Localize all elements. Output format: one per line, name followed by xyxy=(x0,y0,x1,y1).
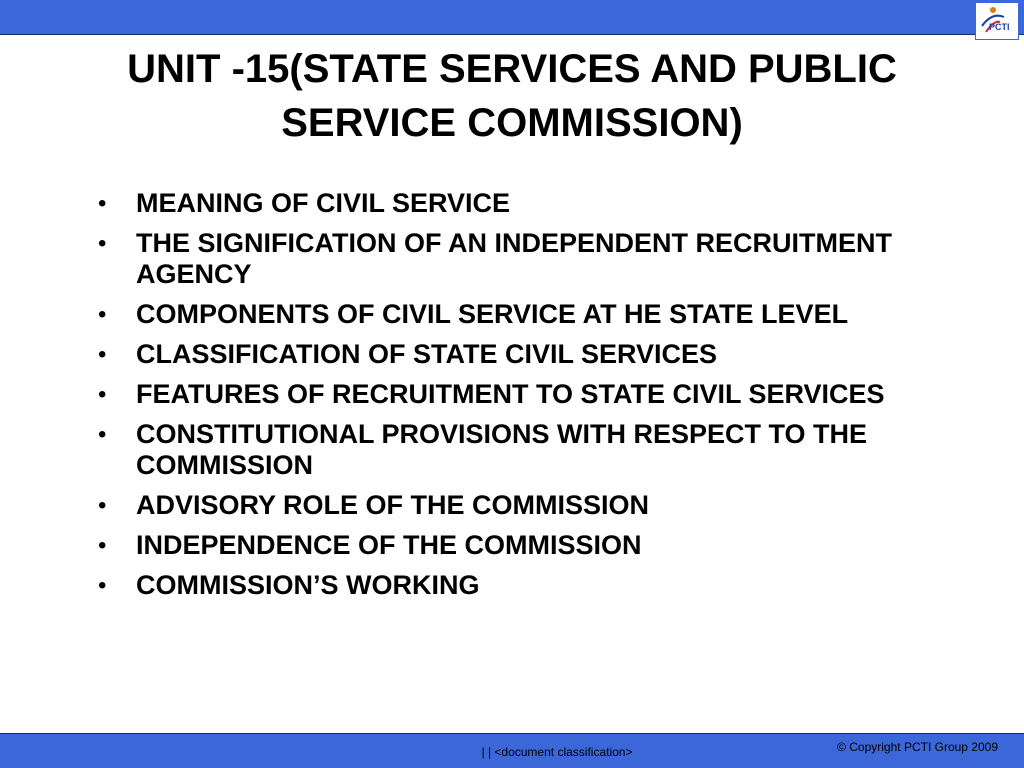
bullet-item xyxy=(98,530,948,561)
bullet-point-icon: • xyxy=(98,230,107,257)
bullet-list xyxy=(98,188,948,610)
pcti-logo xyxy=(975,2,1019,40)
bullet-item xyxy=(98,570,948,601)
bullet-item xyxy=(98,339,948,370)
header-bar xyxy=(0,0,1024,35)
bullet-item xyxy=(98,379,948,410)
bullet-item xyxy=(98,490,948,521)
document-classification-text: | | <document classification> xyxy=(481,745,633,759)
bullet-text: COMMISSION’S WORKING xyxy=(136,570,480,600)
copyright-notice: © Copyright PCTI Group 2009 xyxy=(837,740,998,754)
bullet-item xyxy=(98,299,948,330)
bullet-point-icon: • xyxy=(98,492,107,519)
bullet-text: MEANING OF CIVIL SERVICE xyxy=(136,188,511,218)
bullet-point-icon: • xyxy=(98,532,107,559)
pcti-logo-icon xyxy=(978,4,1018,38)
bullet-text: CONSTITUTIONAL PROVISIONS WITH RESPECT TO THE COMMISSION xyxy=(136,419,868,480)
bullet-text: COMPONENTS OF CIVIL SERVICE AT HE STATE LEVEL xyxy=(136,299,849,329)
bullet-point-icon: • xyxy=(98,341,107,368)
bullet-text: CLASSIFICATION OF STATE CIVIL SERVICES xyxy=(136,339,718,369)
bullet-item xyxy=(98,188,948,219)
slide-title: UNIT -15(STATE SERVICES AND PUBLIC SERVICE COMMISSION) xyxy=(127,47,897,145)
bullet-text: FEATURES OF RECRUITMENT TO STATE CIVIL SERVICES xyxy=(136,379,885,409)
bullet-item xyxy=(98,228,948,290)
bullet-point-icon: • xyxy=(98,301,107,328)
bullet-point-icon: • xyxy=(98,421,107,448)
bullet-point-icon: • xyxy=(98,190,107,217)
bullet-text: THE SIGNIFICATION OF AN INDEPENDENT RECRUITMENT AGENCY xyxy=(136,228,892,289)
bullet-point-icon: • xyxy=(98,381,107,408)
logo-text: PCTI xyxy=(989,22,1010,32)
bullet-text: INDEPENDENCE OF THE COMMISSION xyxy=(136,530,642,560)
bullet-text: ADVISORY ROLE OF THE COMMISSION xyxy=(136,490,650,520)
bullet-item xyxy=(98,419,948,481)
bullet-point-icon: • xyxy=(98,572,107,599)
